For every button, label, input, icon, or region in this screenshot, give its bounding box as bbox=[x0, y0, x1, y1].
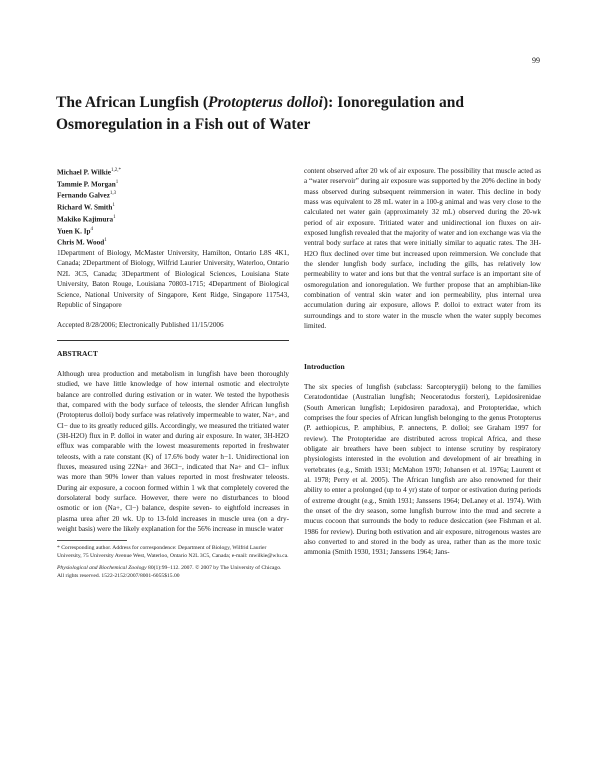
author: Tammie P. Morgan$^1$ bbox=[57, 179, 119, 189]
author: Yuen K. Ip$^4$ bbox=[57, 226, 93, 236]
title-part2: ): Ionoregulation and Osmoregulation in a Fish out of Water bbox=[56, 94, 464, 133]
journal-name: Physiological and Biochemical Zoology bbox=[57, 565, 147, 572]
author: Makiko Kajimura$^1$ bbox=[57, 214, 116, 224]
introduction-heading: Introduction bbox=[304, 361, 345, 371]
affiliations: 1Department of Biology, McMaster University, Hamilton, Ontario L8S 4K1, Canada; 2Department of Biology, Wilfrid Laurier University, Waterloo, Ontario N2L 3C5, Canada; 3Department of Biological Sciences, Louisiana State University, Baton Rouge, Louisiana 70803-1715; 4Department of Biological Science, National University of Singapore, Kent Ridge, Singapore 117543, Republic of Singapore bbox=[57, 249, 289, 309]
footnote-divider bbox=[57, 540, 127, 541]
journal-citation bbox=[57, 564, 289, 580]
page-number: 99 bbox=[532, 56, 540, 65]
left-column bbox=[57, 166, 289, 580]
author: Michael P. Wilkie$^{1,2,*}$ bbox=[57, 168, 121, 177]
abstract-continued: content observed after 20 wk of air exposure. The possibility that muscle acted as a “water reservoir” during air exposure was supported by the 20% decline in body mass observed during subsequent reimmersion in water. This decline in body mass was equivalent to 28 mL water in a 100-g animal and was very close to the calculated net water gain (approximately 32 mL) observed during the 20-wk period of air exposure. Tritiated water and unidirectional ion fluxes on air-exposed lungfish revealed that the majority of water and ion exchange was via the ventral body surface at rates that were initially similar to aquatic rates. The 3H-H2O flux declined over time but increased upon reimmersion. We conclude that the slender lungfish body surface, including the gills, has relatively low permeability to water and ions but that the ventral surface is an important site of osmoregulation and ionoregulation. We further propose that an amphibian-like combination of ventral skin water and ion permeability, plus internal urea accumulation during air exposure, allows P. dolloi to extract water from its surroundings and to store water in the muscle when the water supply becomes limited. bbox=[304, 167, 541, 331]
journal-details: 80(1):99–112. 2007. © 2007 by The University of Chicago. All rights reserved. 1522-2152/2007/8001-6055$15.00 bbox=[57, 565, 282, 580]
right-column bbox=[304, 166, 541, 558]
introduction-text: The six species of lungfish (subclass: Sarcopterygii) belong to the families Ceratodontidae (Australian lungfish; Neoceratodus forsteri), Lepidosirenidae (South American lungfish; Lepidosiren paradoxa), and Protopteridae, which comprises the four species of African lungfish belonging to the genus Protopterus (P. aethiopicus, P. amphibius, P. annectens, P. dolloi; see Graham 1997 for review). The Protopteridae are distributed across tropical Africa, and these obligate air breathers have been subject to intense scrutiny by respiratory physiologists interested in the evolution and development of air breathing in vertebrates (e.g., Smith 1931; McMahon 1970; Johansen et al. 1976a; Laurent et al. 1978; Perry et al. 2005). The African lungfish are also renowned for their ability to enter a prolonged (up to 4 yr) state of torpor or estivation during periods of extreme drought (e.g., Smith 1931; Janssens 1964; DeLaney et al. 1974). With the onset of the dry season, some lungfish burrow into the mud and secrete a mucus cocoon that surrounds the body to reduce desiccation (see Fishman et al. 1986 for review). During both estivation and air exposure, nitrogenous wastes are also converted to and stored in the body as urea, rather than as the more toxic ammonia (Smith 1930, 1931; Janssens 1964; Jans- bbox=[304, 382, 541, 557]
abstract-text: Although urea production and metabolism in lungfish have been thoroughly studied, we have little knowledge of how internal osmotic and electrolyte balance are controlled during estivation or in water. We tested the hypothesis that, compared with the body surface of teleosts, the slender African lungfish (Protopterus dolloi) body surface was relatively impermeable to water, Na+, and Cl− due to its greatly reduced gills. Accordingly, we measured the tritiated water (3H-H2O) flux in P. dolloi in water and during air exposure. In water, 3H-H2O efflux was comparable with the lowest measurements reported in freshwater teleosts, with a rate constant (K) of 17.6% body water h−1. Unidirectional ion fluxes, measured using 22Na+ and 36Cl−, indicated that Na+ and Cl− influx was more than 90% lower than values reported in most freshwater teleosts. During air exposure, a cocoon formed within 1 wk that completely covered the dorsolateral body surface. However, there were no disturbances to blood osmotic or ion (Na+, Cl−) balance, despite seven- to eightfold increases in plasma urea after 20 wk. Up to 13-fold increases in muscle urea (on a dry-weight basis) were the likely explanation for the 56% increase in muscle water bbox=[57, 369, 289, 534]
abstract-heading: ABSTRACT bbox=[57, 348, 98, 358]
spacer bbox=[304, 332, 541, 362]
accepted-date: Accepted 8/28/2006; Electronically Published 11/15/2006 bbox=[57, 321, 224, 330]
title-part1: The African Lungfish ( bbox=[56, 94, 209, 111]
article-title bbox=[56, 92, 556, 136]
author-list bbox=[57, 166, 289, 248]
author: Richard W. Smith$^1$ bbox=[57, 203, 115, 212]
title-species: Protopterus dolloi bbox=[208, 94, 323, 111]
corresponding-author-footnote: * Corresponding author. Address for correspondence: Department of Biology, Wilfrid Laurier University, 75 University Avenue West, Waterloo, Ontario N2L 3C5, Canada; e-mail: mwilkie@wlu.ca. bbox=[57, 545, 289, 560]
section-divider bbox=[57, 340, 289, 341]
author: Chris M. Wood$^1$ bbox=[57, 238, 107, 247]
author: Fernando Galvez$^{1,3}$ bbox=[57, 191, 117, 200]
